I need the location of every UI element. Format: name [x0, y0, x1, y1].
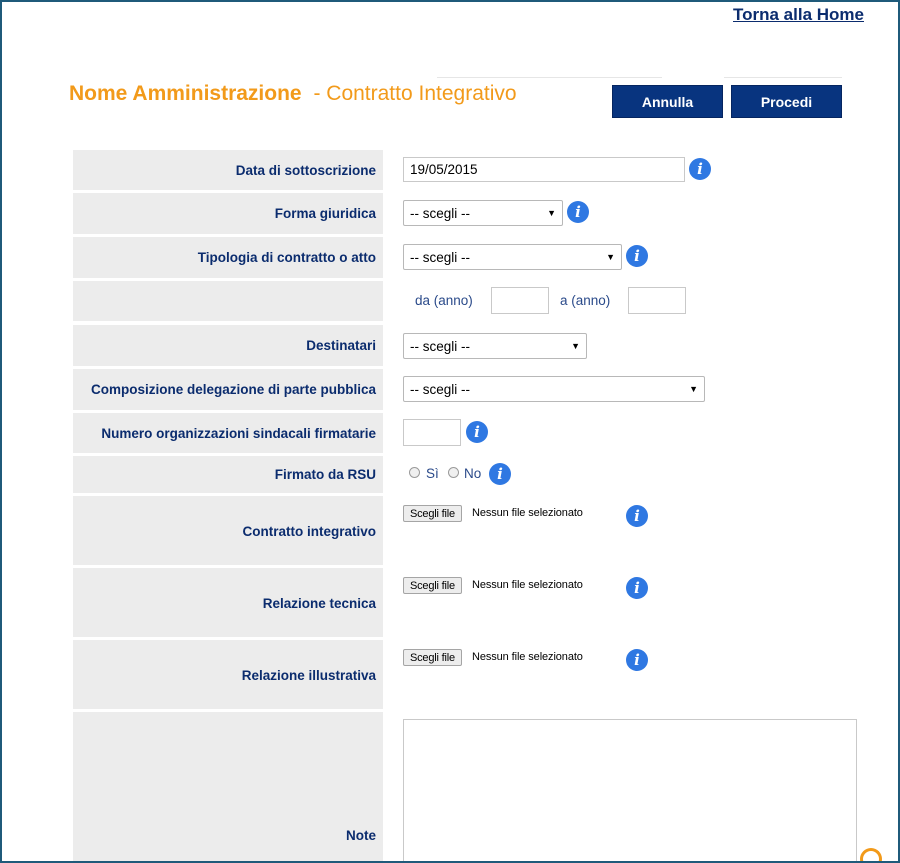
field-label: Relazione tecnica — [73, 568, 383, 637]
year-to-label: a (anno) — [560, 293, 611, 308]
select-value: -- scegli -- — [410, 381, 470, 397]
form-row-forma-giuridica — [73, 193, 893, 234]
field-label: Tipologia di contratto o atto — [73, 237, 383, 278]
legal-form-select[interactable] — [403, 200, 563, 226]
form-row-firmato-rsu — [73, 456, 893, 493]
select-value: -- scegli -- — [410, 249, 470, 265]
chevron-down-icon: ▼ — [606, 252, 615, 262]
form-row-numero-organizzazioni — [73, 413, 893, 453]
rsu-no-radio[interactable] — [448, 467, 459, 478]
field-label — [73, 281, 383, 321]
header-divider — [437, 77, 662, 78]
organization-name: Nome Amministrazione — [69, 82, 302, 105]
select-value: -- scegli -- — [410, 338, 470, 354]
contract-file-status: Nessun file selezionato — [472, 507, 583, 519]
field-label: Relazione illustrativa — [73, 640, 383, 709]
field-label: Data di sottoscrizione — [73, 150, 383, 190]
page-subtitle: - Contratto Integrativo — [313, 82, 517, 105]
cancel-button[interactable]: Annulla — [612, 85, 723, 118]
header-divider — [724, 77, 842, 78]
contract-type-select[interactable] — [403, 244, 622, 270]
info-icon[interactable]: i — [567, 201, 589, 223]
year-to-input[interactable] — [628, 287, 686, 314]
chevron-down-icon: ▼ — [571, 341, 580, 351]
proceed-button[interactable]: Procedi — [731, 85, 842, 118]
field-label: Numero organizzazioni sindacali firmatarie — [73, 413, 383, 453]
form-row-relazione-tecnica — [73, 568, 893, 637]
form-row-contratto-integrativo — [73, 496, 893, 565]
form-row-tipologia — [73, 237, 893, 278]
field-label: Note — [73, 712, 383, 863]
chevron-down-icon: ▼ — [689, 384, 698, 394]
info-icon[interactable]: i — [626, 245, 648, 267]
form-row-composizione — [73, 369, 893, 410]
chevron-down-icon: ▼ — [547, 208, 556, 218]
rsu-yes-radio[interactable] — [409, 467, 420, 478]
form-row-periodo — [73, 281, 893, 321]
info-icon[interactable]: i — [489, 463, 511, 485]
rsu-no-label: No — [464, 466, 482, 481]
year-from-input[interactable] — [491, 287, 549, 314]
form-row-note — [73, 712, 893, 863]
contract-file-button[interactable]: Scegli file — [403, 505, 462, 522]
loading-spinner-icon — [860, 848, 882, 863]
field-label: Composizione delegazione di parte pubblica — [73, 369, 383, 410]
rsu-yes-label: Sì — [426, 466, 439, 481]
technical-report-file-button[interactable]: Scegli file — [403, 577, 462, 594]
delegation-composition-select[interactable] — [403, 376, 705, 402]
notes-textarea[interactable] — [403, 719, 857, 863]
info-icon[interactable]: i — [689, 158, 711, 180]
info-icon[interactable]: i — [466, 421, 488, 443]
illustrative-report-file-status: Nessun file selezionato — [472, 651, 583, 663]
info-icon[interactable]: i — [626, 649, 648, 671]
select-value: -- scegli -- — [410, 205, 470, 221]
form-row-destinatari — [73, 325, 893, 366]
union-count-input[interactable] — [403, 419, 461, 446]
year-from-label: da (anno) — [415, 293, 473, 308]
recipients-select[interactable] — [403, 333, 587, 359]
page-title — [69, 82, 517, 106]
field-label: Destinatari — [73, 325, 383, 366]
info-icon[interactable]: i — [626, 577, 648, 599]
form-row-relazione-illustrativa — [73, 640, 893, 709]
technical-report-file-status: Nessun file selezionato — [472, 579, 583, 591]
info-icon[interactable]: i — [626, 505, 648, 527]
illustrative-report-file-button[interactable]: Scegli file — [403, 649, 462, 666]
field-label: Forma giuridica — [73, 193, 383, 234]
home-link[interactable]: Torna alla Home — [733, 5, 864, 24]
field-label: Contratto integrativo — [73, 496, 383, 565]
form-row-data-sottoscrizione — [73, 150, 893, 190]
field-label: Firmato da RSU — [73, 456, 383, 493]
subscription-date-input[interactable]: 19/05/2015 — [403, 157, 685, 182]
